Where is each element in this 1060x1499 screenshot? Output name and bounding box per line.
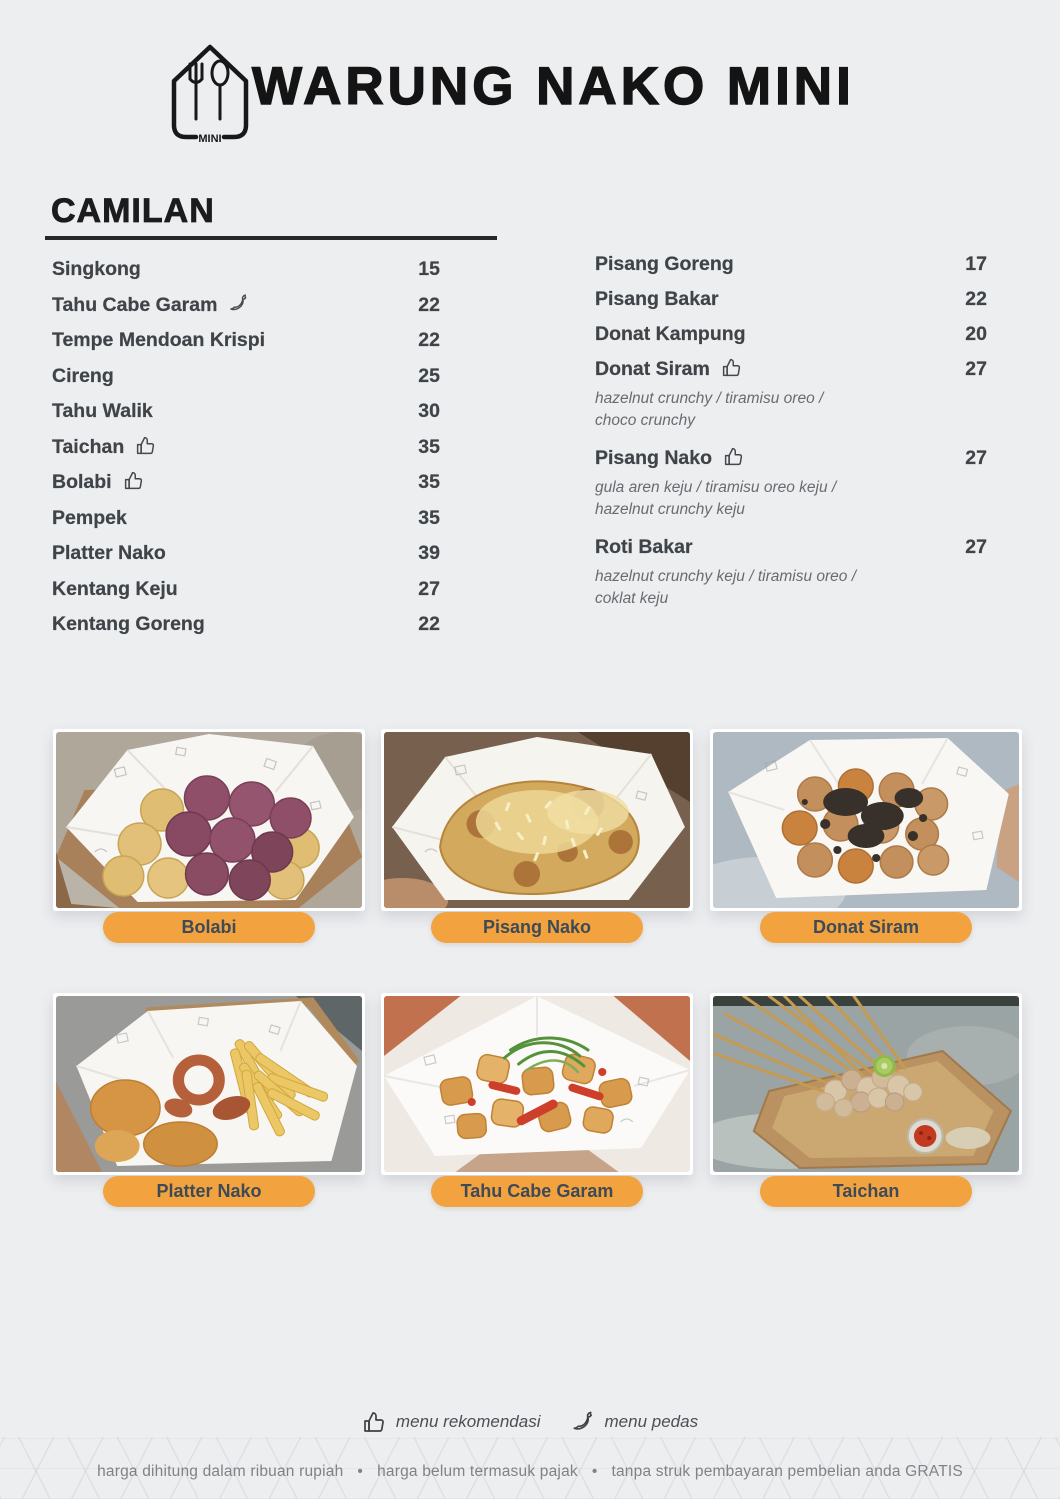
donat-siram-photo xyxy=(713,732,1019,908)
legend-recommended: menu rekomendasi xyxy=(362,1410,541,1434)
menu-item: Kentang Goreng 22 xyxy=(52,613,440,636)
photo-label: Platter Nako xyxy=(103,1176,315,1207)
page-title: WARUNG NAKO MINI xyxy=(252,57,855,116)
menu-item: Tahu Walik 30 xyxy=(52,400,440,423)
menu-item: Bolabi 35 xyxy=(52,471,440,494)
photo-label: Tahu Cabe Garam xyxy=(431,1176,643,1207)
legend-spicy: menu pedas xyxy=(571,1410,699,1434)
photo-card-tahu-cabe-garam xyxy=(381,993,693,1201)
menu-item: Pisang Nako 27 xyxy=(595,446,987,469)
menu-item-description: gula aren keju / tiramisu oreo keju / hazelnut crunchy keju xyxy=(595,479,837,518)
section-underline xyxy=(45,236,497,240)
menu-item-description: hazelnut crunchy / tiramisu oreo / choco crunchy xyxy=(595,390,824,429)
legend xyxy=(0,1410,1060,1434)
chili-icon xyxy=(228,293,249,314)
logo-mini-text: MINI xyxy=(198,133,222,145)
chili-icon xyxy=(571,1410,595,1434)
menu-item: Pisang Goreng 17 xyxy=(595,252,987,275)
photo-label: Taichan xyxy=(760,1176,972,1207)
menu-item: Pisang Bakar 22 xyxy=(595,287,987,310)
menu-item: Cireng 25 xyxy=(52,364,440,387)
footer-notes: harga dihitung dalam ribuan rupiah • harga belum termasuk pajak • tanpa struk pembayaran pembelian anda GRATIS xyxy=(97,1463,963,1480)
menu-item: Roti Bakar 27 xyxy=(595,535,987,558)
warung-nako-logo-icon xyxy=(156,34,264,146)
menu-item: Donat Siram 27 xyxy=(595,357,987,380)
menu-item: Tahu Cabe Garam 22 xyxy=(52,293,440,316)
menu-item: Pempek 35 xyxy=(52,506,440,529)
menu-item: Taichan 35 xyxy=(52,435,440,458)
thumb-icon xyxy=(123,470,144,491)
photo-card-pisang-nako xyxy=(381,729,693,937)
photo-label: Bolabi xyxy=(103,912,315,943)
pisang-nako-photo xyxy=(384,732,690,908)
thumb-icon xyxy=(723,446,744,467)
photo-label: Pisang Nako xyxy=(431,912,643,943)
footer xyxy=(0,1437,1060,1499)
tahu-cabe-garam-photo xyxy=(384,996,690,1172)
menu-item: Donat Kampung 20 xyxy=(595,322,987,345)
platter-nako-photo xyxy=(56,996,362,1172)
menu-item: Singkong 15 xyxy=(52,258,440,281)
menu-column-left xyxy=(52,252,440,643)
menu-item: Platter Nako 39 xyxy=(52,542,440,565)
photo-label: Donat Siram xyxy=(760,912,972,943)
photo-card-platter-nako xyxy=(53,993,365,1201)
menu-column-right xyxy=(595,252,987,624)
menu-item-description: hazelnut crunchy keju / tiramisu oreo / coklat keju xyxy=(595,568,857,607)
section-title-camilan: CAMILAN xyxy=(51,192,215,230)
menu-item: Kentang Keju 27 xyxy=(52,577,440,600)
menu-item: Tempe Mendoan Krispi 22 xyxy=(52,329,440,352)
thumb-icon xyxy=(721,357,742,378)
taichan-photo xyxy=(713,996,1019,1172)
photo-card-donat-siram xyxy=(710,729,1022,937)
photo-card-taichan xyxy=(710,993,1022,1201)
photo-card-bolabi xyxy=(53,729,365,937)
thumb-icon xyxy=(135,435,156,456)
bolabi-photo xyxy=(56,732,362,908)
thumb-icon xyxy=(362,1410,386,1434)
